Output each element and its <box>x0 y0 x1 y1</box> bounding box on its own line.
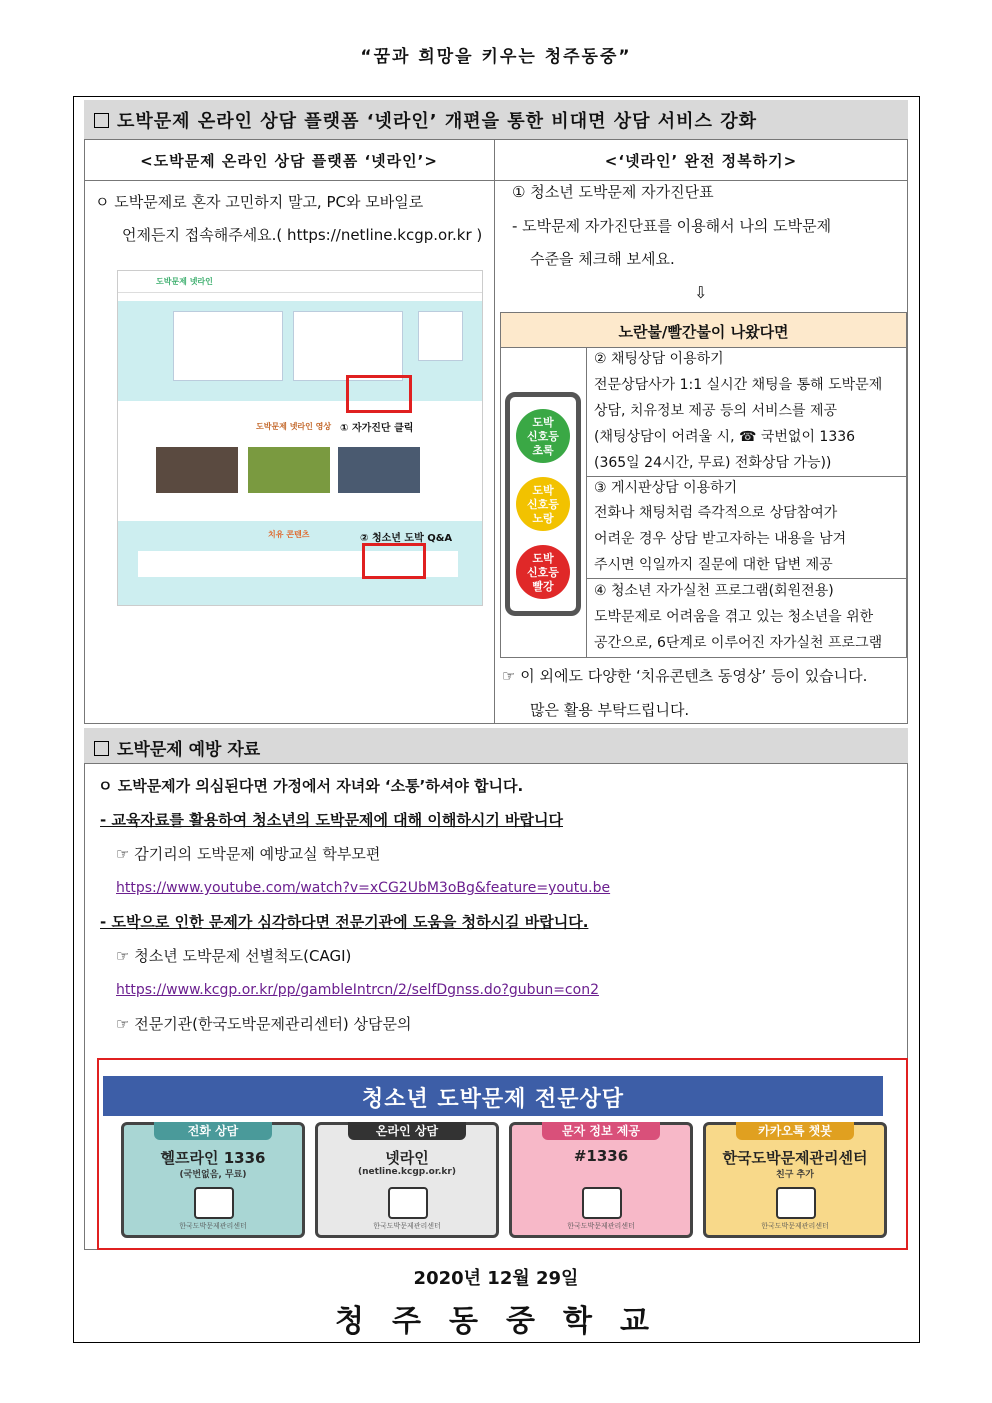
right-column-header: <‘넷라인’ 완전 정복하기> <box>604 152 798 170</box>
light-label: 노랑 <box>532 512 554 525</box>
card-tag: 전화 상담 <box>154 1122 272 1140</box>
card-main: 한국도박문제관리센터 <box>722 1149 868 1167</box>
service-line: 공간으로, 6단계로 이루어진 자가실천 프로그램 <box>594 635 883 651</box>
youtube-link[interactable]: https://www.youtube.com/watch?v=xCG2UbM3oBg&feature=youtu.be <box>116 880 611 896</box>
service-line: 어려운 경우 상담 받고자하는 내용을 남겨 <box>594 531 847 547</box>
checkbox-icon <box>94 741 109 756</box>
card-sub: (국번없음, 무료) <box>179 1170 247 1180</box>
left-line2: 언제든지 접속해주세요.( https://netline.kcgp.or.kr ) <box>122 226 483 244</box>
counsel-card[interactable] <box>509 1122 693 1238</box>
service-line: 전화나 채팅처럼 즉각적으로 상담참여가 <box>594 505 838 521</box>
s4-lines <box>594 604 882 656</box>
prevention-line6: ☞ 전문기관(한국도박문제관리센터) 상담문의 <box>116 1015 412 1033</box>
light-label: 도박 <box>532 416 554 429</box>
laptop-icon <box>388 1187 428 1219</box>
checkbox-icon <box>94 113 109 128</box>
s2-title: ② 채팅상담 이용하기 <box>594 351 724 367</box>
left-column-header: <도박문제 온라인 상담 플랫폼 ‘넷라인’> <box>140 152 438 170</box>
s4-title: ④ 청소년 자가실천 프로그램(회원전용) <box>594 583 834 599</box>
section1-header <box>84 100 908 140</box>
shot-video-title: 도박문제 넷라인 영상 <box>256 422 332 431</box>
shot-label-qa: ② 청소년 도박 Q&A <box>360 533 453 544</box>
card-sub: 친구 추가 <box>776 1170 814 1180</box>
footer-line1: ☞ 이 외에도 다양한 ‘치유콘텐츠 동영상’ 등이 있습니다. <box>502 667 868 685</box>
header-divider <box>84 180 908 181</box>
s3-lines <box>594 500 846 578</box>
prevention-line1: ㅇ 도박문제가 의심된다면 가정에서 자녀와 ‘소통’하셔야 합니다. <box>98 777 524 795</box>
service-line: 전문상담사가 1:1 실시간 채팅을 통해 도박문제 <box>594 377 883 393</box>
light-label: 신호등 <box>527 430 559 443</box>
message-icon <box>582 1187 622 1219</box>
service-line: 도박문제로 어려움을 겪고 있는 청소년을 위한 <box>594 609 874 625</box>
section2-header <box>84 728 908 764</box>
card-tag: 문자 정보 제공 <box>542 1122 660 1140</box>
qr-code-icon <box>776 1187 816 1219</box>
s3-title: ③ 게시판상담 이용하기 <box>594 480 738 496</box>
prevention-line3: ☞ 감기리의 도박문제 예방교실 학부모편 <box>116 845 381 863</box>
down-arrow-icon: ⇩ <box>694 283 708 302</box>
service-line: (채팅상담이 어려울 시, ☎ 국번없이 1336 <box>594 429 856 445</box>
footer-line2: 많은 활용 부탁드립니다. <box>530 701 690 719</box>
shot-contents-title: 치유 콘텐츠 <box>268 530 310 539</box>
card-footer: 한국도박문제관리센터 <box>179 1222 247 1230</box>
shot-label-self-test: ① 자가진단 클릭 <box>340 423 414 434</box>
light-label: 신호등 <box>527 566 559 579</box>
left-line1: ㅇ 도박문제로 혼자 고민하지 말고, PC와 모바일로 <box>95 193 424 211</box>
light-label: 신호등 <box>527 498 559 511</box>
light-divider <box>586 348 587 658</box>
counsel-card[interactable] <box>121 1122 305 1238</box>
card-main: 헬프라인 1336 <box>160 1149 266 1167</box>
counsel-card[interactable] <box>703 1122 887 1238</box>
card-footer: 한국도박문제관리센터 <box>373 1222 441 1230</box>
card-footer: 한국도박문제관리센터 <box>761 1222 829 1230</box>
r1-line2: 수준을 체크해 보세요. <box>530 250 675 268</box>
motto: “꿈과 희망을 키우는 청주동중” <box>360 47 632 67</box>
card-tag: 온라인 상담 <box>348 1122 466 1140</box>
service-line: 주시면 익일까지 질문에 대한 답변 제공 <box>594 557 833 573</box>
light-label: 초록 <box>532 444 554 457</box>
cagi-link[interactable]: https://www.kcgp.or.kr/pp/gambleIntrcn/2/selfDgnss.do?gubun=con2 <box>116 982 599 998</box>
s2-lines <box>594 372 882 476</box>
card-sub: (netline.kcgp.or.kr) <box>358 1167 456 1177</box>
r1-line1: - 도박문제 자가진단표를 이용해서 나의 도박문제 <box>512 217 832 235</box>
card-tag: 카카오톡 챗봇 <box>736 1122 854 1140</box>
card-footer: 한국도박문제관리센터 <box>567 1222 635 1230</box>
traffic-light <box>505 392 581 616</box>
section2-title: 도박문제 예방 자료 <box>117 740 261 760</box>
netline-screenshot <box>117 270 483 606</box>
phone-icon <box>194 1187 234 1219</box>
date: 2020년 12월 29일 <box>413 1268 579 1289</box>
light-label: 도박 <box>532 484 554 497</box>
service-line: 상담, 치유정보 제공 등의 서비스를 제공 <box>594 403 838 419</box>
netline-logo: 도박문제 넷라인 <box>156 277 213 286</box>
counseling-banner <box>97 1058 908 1250</box>
service-line: (365일 24시간, 무료) 전화상담 가능)) <box>594 455 832 471</box>
prevention-line2: - 교육자료를 활용하여 청소년의 도박문제에 대해 이해하시기 바랍니다 <box>100 811 563 829</box>
banner-title: 청소년 도박문제 전문상담 <box>103 1076 883 1116</box>
yellow-light <box>516 477 570 531</box>
r1-title: ① 청소년 도박문제 자가진단표 <box>512 183 714 201</box>
counsel-card[interactable] <box>315 1122 499 1238</box>
green-light <box>516 409 570 463</box>
prevention-line4: - 도박으로 인한 문제가 심각하다면 전문기관에 도움을 청하시길 바랍니다. <box>100 913 589 931</box>
section1-title: 도박문제 온라인 상담 플랫폼 ‘넷라인’ 개편을 통한 비대면 상담 서비스 강화 <box>117 111 757 132</box>
light-label: 빨강 <box>532 580 554 593</box>
card-main: 넷라인 <box>385 1149 429 1167</box>
yellow-red-header: 노란불/빨간불이 나왔다면 <box>500 312 907 348</box>
prevention-line5: ☞ 청소년 도박문제 선별척도(CAGI) <box>116 947 352 965</box>
school-name: 청주동중학교 <box>335 1304 677 1339</box>
card-main: #1336 <box>573 1147 629 1165</box>
light-label: 도박 <box>532 552 554 565</box>
column-divider <box>494 140 495 724</box>
red-light <box>516 545 570 599</box>
